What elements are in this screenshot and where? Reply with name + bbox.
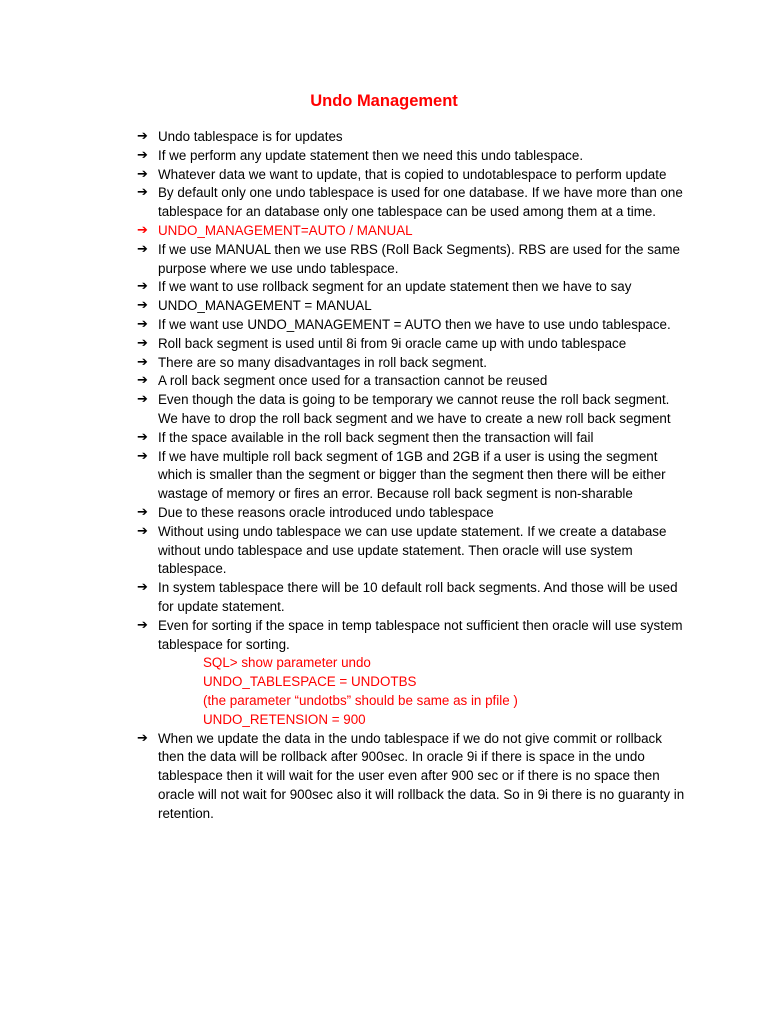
right-arrow-icon: ➔	[137, 617, 148, 633]
list-item	[137, 354, 685, 373]
list-item	[137, 372, 685, 391]
list-item-text: Due to these reasons oracle introduced undo tablespace	[158, 504, 494, 520]
list-item	[137, 429, 685, 448]
right-arrow-icon: ➔	[137, 730, 148, 746]
sql-line: UNDO_RETENSION = 900	[203, 711, 366, 727]
list-item-highlight	[137, 222, 685, 241]
list-item-text: Whatever data we want to update, that is copied to undotablespace to perform update	[158, 166, 667, 182]
sql-line: (the parameter “undotbs” should be same as in pfile )	[203, 692, 518, 708]
right-arrow-icon: ➔	[137, 222, 148, 238]
list-item-text: If we want to use rollback segment for an update statement then we have to say	[158, 279, 632, 295]
list-item	[137, 184, 685, 222]
right-arrow-icon: ➔	[137, 504, 148, 520]
sql-block	[137, 654, 685, 729]
right-arrow-icon: ➔	[137, 129, 148, 144]
right-arrow-icon: ➔	[137, 392, 148, 408]
list-item-text: If we use MANUAL then we use RBS (Roll Back Segments). RBS are used for the same purpose where we use undo tablespace.	[158, 241, 680, 276]
list-item	[137, 335, 685, 354]
list-item-text: There are so many disadvantages in roll back segment.	[158, 354, 487, 370]
sql-line: SQL> show parameter undo	[203, 655, 371, 671]
list-item-text: If the space available in the roll back segment then the transaction will fail	[158, 429, 594, 445]
right-arrow-icon: ➔	[137, 580, 148, 596]
right-arrow-icon: ➔	[137, 316, 148, 332]
right-arrow-icon: ➔	[137, 241, 148, 257]
list-item-text: When we update the data in the undo tablespace if we do not give commit or rollback then the data will be rollback after 900sec. In oracle 9i if there is space in the undo tablespace then it will wait for the user even after 900 sec or if there is no space then oracle will not wait for 900sec also it will rollback the data. So in 9i there is no guaranty in retention.	[158, 730, 685, 821]
right-arrow-icon: ➔	[137, 429, 148, 445]
right-arrow-icon: ➔	[137, 279, 148, 295]
sql-line: UNDO_TABLESPACE = UNDOTBS	[203, 674, 417, 690]
list-item-text: If we want use UNDO_MANAGEMENT = AUTO then we have to use undo tablespace.	[158, 316, 671, 332]
page-title: Undo Management	[310, 92, 458, 110]
list-item	[137, 297, 685, 316]
list-item-text: UNDO_MANAGEMENT=AUTO / MANUAL	[158, 222, 413, 238]
list-item	[137, 617, 685, 655]
list-item-text: Undo tablespace is for updates	[158, 129, 343, 144]
list-item	[137, 147, 685, 166]
right-arrow-icon: ➔	[137, 335, 148, 351]
list-item	[137, 166, 685, 185]
right-arrow-icon: ➔	[137, 448, 148, 464]
list-item	[137, 504, 685, 523]
list-item	[137, 316, 685, 335]
list-item-text: If we perform any update statement then we need this undo tablespace.	[158, 147, 584, 163]
right-arrow-icon: ➔	[137, 185, 148, 201]
list-item-text: Even though the data is going to be temporary we cannot reuse the roll back segment. We have to drop the roll back segment and we have to create a new roll back segment	[158, 392, 671, 426]
right-arrow-icon: ➔	[137, 147, 148, 163]
right-arrow-icon: ➔	[137, 298, 148, 314]
bullet-list	[137, 128, 685, 823]
list-item	[137, 730, 685, 824]
list-item-text: In system tablespace there will be 10 default roll back segments. And those will be used for update statement.	[158, 580, 678, 614]
list-item-text: Without using undo tablespace we can use update statement. If we create a database without undo tablespace and use update statement. Then oracle will use system tablespace.	[158, 523, 667, 577]
list-item-text: A roll back segment once used for a transaction cannot be reused	[158, 373, 548, 389]
list-item	[137, 241, 685, 279]
list-item	[137, 579, 685, 617]
list-item	[137, 523, 685, 579]
right-arrow-icon: ➔	[137, 523, 148, 539]
list-item-text: By default only one undo tablespace is used for one database. If we have more than one tablespace for an database only one tablespace can be used among them at a time.	[158, 185, 683, 220]
list-item-text: Roll back segment is used until 8i from 9i oracle came up with undo tablespace	[158, 335, 627, 351]
list-item	[137, 391, 685, 429]
right-arrow-icon: ➔	[137, 166, 148, 182]
list-item-text: UNDO_MANAGEMENT = MANUAL	[158, 298, 372, 314]
list-item	[137, 448, 685, 504]
list-item-text: If we have multiple roll back segment of 1GB and 2GB if a user is using the segment which is smaller than the segment or bigger than the segment then there will be either wastage of memory or fires an error. Because roll back segment is non-sharable	[158, 448, 666, 502]
list-item	[137, 278, 685, 297]
right-arrow-icon: ➔	[137, 354, 148, 370]
list-item	[137, 128, 685, 147]
list-item-text: Even for sorting if the space in temp tablespace not sufficient then oracle will use system tablespace for sorting.	[158, 617, 683, 652]
right-arrow-icon: ➔	[137, 373, 148, 389]
